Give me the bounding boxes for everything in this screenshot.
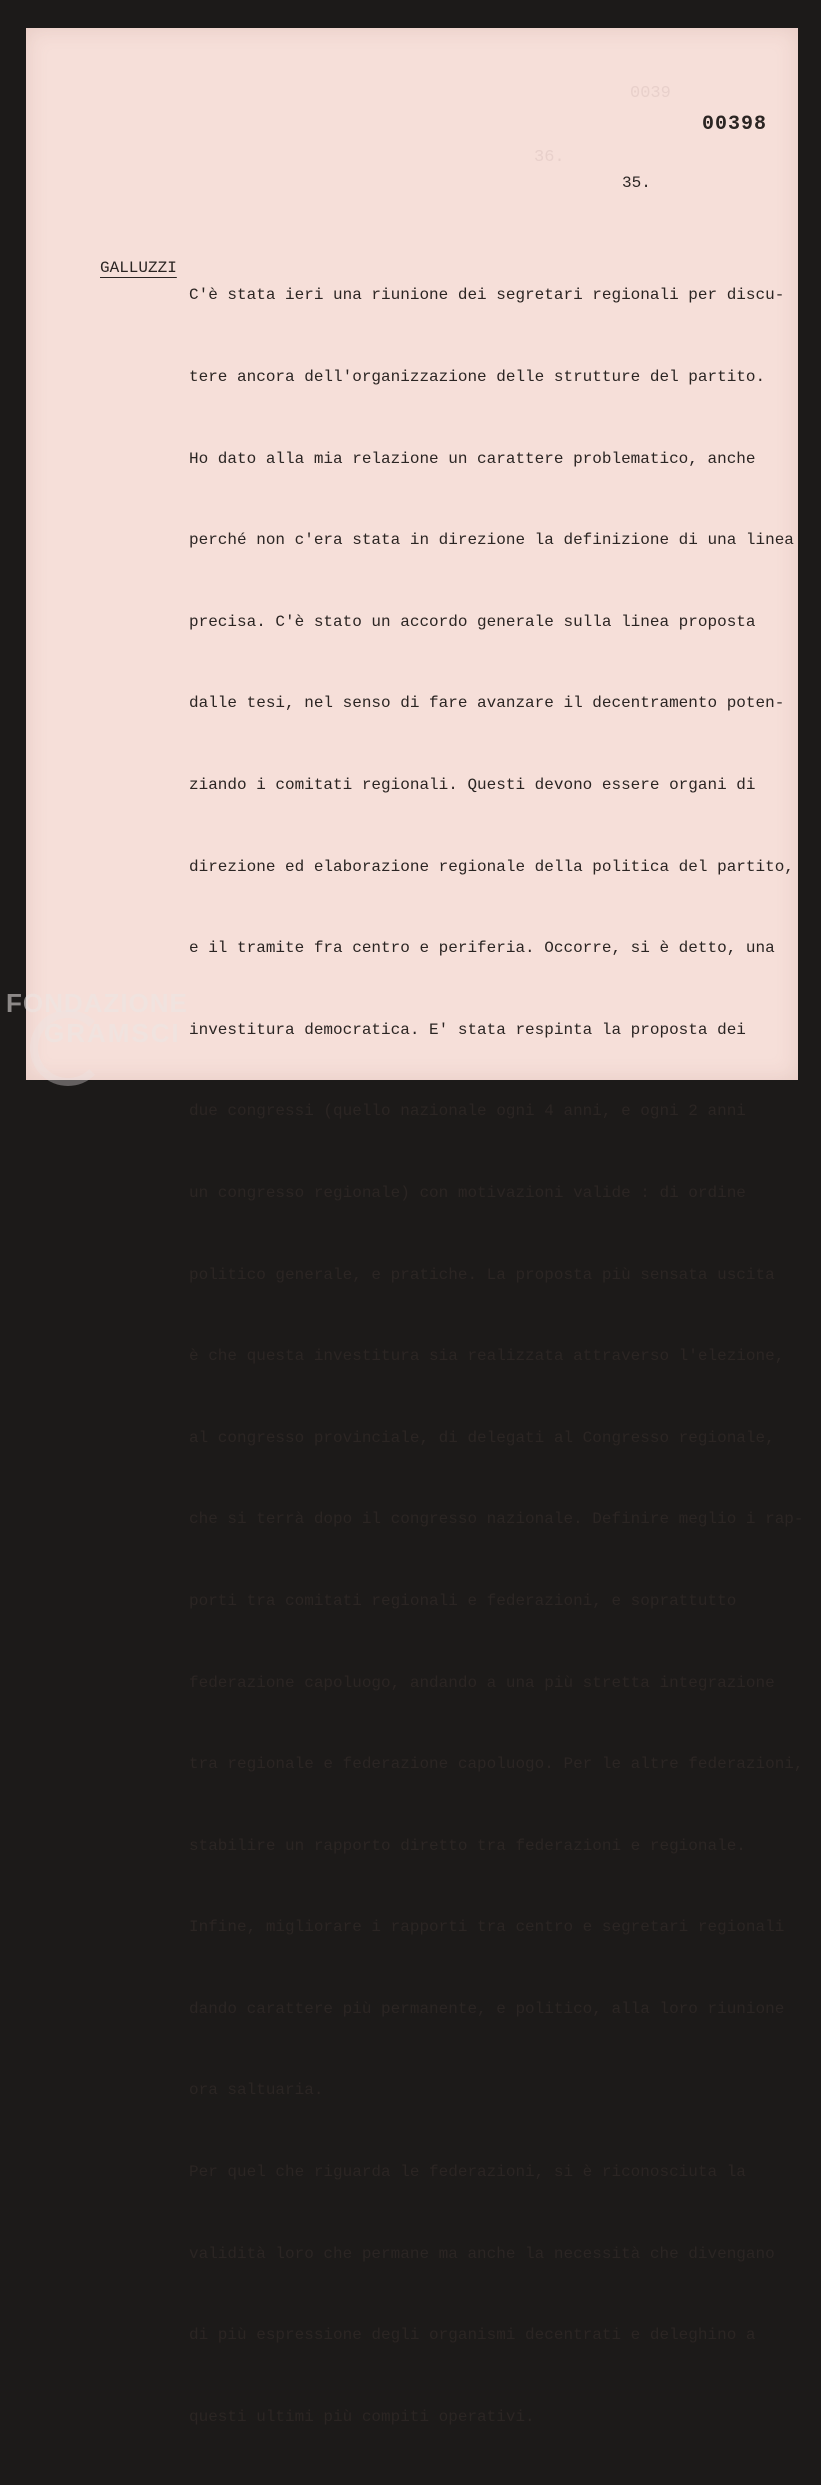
text-line: ora saltuaria.	[189, 2081, 324, 2100]
text-line: investitura democratica. E' stata respinta la proposta dei	[189, 1020, 746, 1039]
text-line: direzione ed elaborazione regionale della politica del partito,	[189, 857, 794, 876]
text-line: questi ultimi più compiti operativi.	[189, 2407, 535, 2426]
text-line: Ho dato alla mia relazione un carattere problematico, anche	[189, 449, 756, 468]
text-line: tere ancora dell'organizzazione delle strutture del partito.	[189, 368, 766, 386]
text-line: dando carattere più permanente, e politico, alla loro riunione	[189, 1999, 785, 2018]
text-line: che si terrà dopo il congresso nazionale. Definire meglio i rap-	[189, 1510, 804, 1529]
text-line: politico generale, e pratiche. La proposta più sensata uscita	[189, 1265, 775, 1284]
text-line: tra regionale e federazione capoluogo. Per le altre federazioni,	[189, 1755, 804, 1774]
bleed-through-mark: 0039	[630, 84, 671, 103]
text-line: precisa. C'è stato un accordo generale sulla linea proposta	[189, 612, 756, 631]
text-line: Infine, migliorare i rapporti tra centro e segretari regionali	[189, 1918, 785, 1937]
text-line: Per quel che riguarda le federazioni, si è riconosciuta la	[189, 2163, 746, 2182]
watermark-line2: GRAMSCI	[44, 1018, 181, 1048]
document-number: 00398	[702, 113, 768, 136]
text-line: federazione capoluogo, andando a una più stretta integrazione	[189, 1673, 775, 1692]
text-line: ziando i comitati regionali. Questi devono essere organi di	[189, 775, 756, 794]
text-line: porti tra comitati regionali e federazioni, e soprattutto	[189, 1591, 737, 1610]
bleed-through-mark: 36.	[534, 148, 565, 167]
text-line: è che questa investitura sia realizzata attraverso l'elezione,	[189, 1347, 785, 1366]
speaker-name: GALLUZZI	[100, 259, 177, 277]
document-page	[26, 28, 804, 2426]
text-line: dalle tesi, nel senso di fare avanzare il decentramento poten-	[189, 694, 785, 713]
text-line: un congresso regionale) con motivazioni valide : di ordine	[189, 1183, 746, 1202]
text-line: al congresso provinciale, di delegati al Congresso regionale,	[189, 1428, 775, 1447]
page-number: 35.	[622, 174, 651, 192]
text-line: perché non c'era stata in direzione la definizione di una linea	[189, 531, 794, 550]
text-line: C'è stata ieri una riunione dei segretari regionali per discu-	[189, 286, 785, 305]
text-line: validità loro che permane ma anche la necessità che divengano	[189, 2244, 775, 2263]
text-line: di più espressione degli organismi decentrati e deleghino a	[189, 2326, 756, 2345]
text-line: e il tramite fra centro e periferia. Occorre, si è detto, una	[189, 939, 775, 958]
watermark-line1: FONDAZIONE	[6, 988, 188, 1018]
watermark	[6, 990, 188, 1046]
text-line: stabilire un rapporto diretto tra federazioni e regionale.	[189, 1836, 746, 1855]
text-line: due congressi (quello nazionale ogni 4 anni, e ogni 2 anni	[189, 1102, 746, 1121]
speech-body	[189, 228, 804, 2485]
